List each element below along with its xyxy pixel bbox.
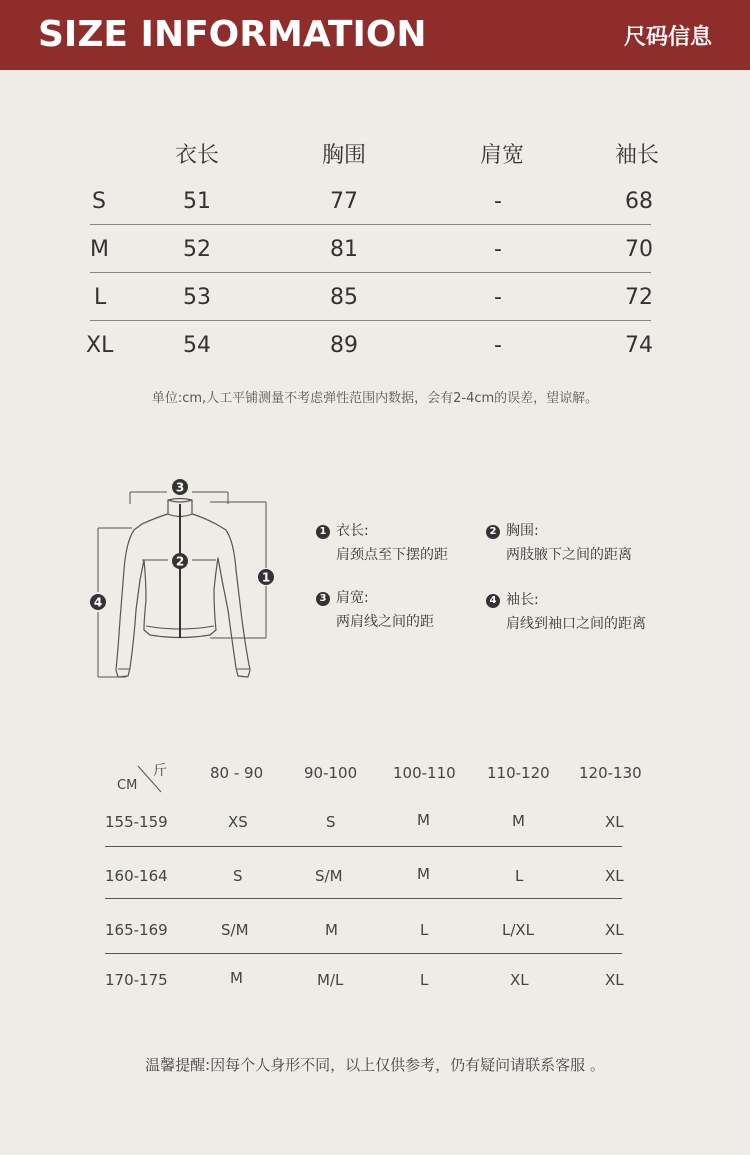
guide-title: 胸围: xyxy=(506,523,539,539)
weight-header: 100-110 xyxy=(393,764,456,782)
size-label: L xyxy=(94,285,107,310)
size-row xyxy=(90,273,651,321)
garment-diagram xyxy=(80,470,300,690)
length-value: 51 xyxy=(183,189,211,214)
fit-size: L xyxy=(420,921,429,939)
fit-size: M xyxy=(512,812,525,830)
weight-header: 120-130 xyxy=(579,764,642,782)
size-row xyxy=(90,177,651,225)
fit-size: M/L xyxy=(317,971,344,989)
guide-desc: 肩线到袖口之间的距离 xyxy=(506,616,646,632)
shoulder-value: - xyxy=(494,189,502,214)
sleeve-value: 70 xyxy=(625,237,653,262)
chest-value: 81 xyxy=(330,237,358,262)
fit-size: M xyxy=(417,811,430,829)
footer-note: 温馨提醒:因每个人身形不同，以上仅供参考，仍有疑问请联系客服 。 xyxy=(145,1056,605,1074)
row-divider xyxy=(105,846,622,847)
length-value: 52 xyxy=(183,237,211,262)
fit-size: L xyxy=(515,867,524,885)
row-divider xyxy=(105,953,622,954)
fit-size: M xyxy=(325,921,338,939)
svg-text:1: 1 xyxy=(261,570,271,585)
svg-text:4: 4 xyxy=(93,595,103,610)
col-header-sleeve: 袖长 xyxy=(615,143,660,168)
svg-text:2: 2 xyxy=(175,554,185,569)
number-2-icon: 2 xyxy=(486,525,500,539)
fit-size: M xyxy=(417,865,430,883)
shoulder-value: - xyxy=(494,237,502,262)
weight-header: 80 - 90 xyxy=(210,764,264,782)
fit-size: XL xyxy=(510,971,529,989)
height-range: 155-159 xyxy=(105,813,168,831)
corner-cm-label: CM xyxy=(117,778,138,793)
guide-item-length xyxy=(316,519,448,567)
sleeve-value: 74 xyxy=(625,333,653,358)
guide-item-chest xyxy=(486,519,632,567)
chest-value: 85 xyxy=(330,285,358,310)
shoulder-value: - xyxy=(494,333,502,358)
size-row xyxy=(90,225,651,273)
fit-size: M xyxy=(230,969,243,987)
number-4-icon: 4 xyxy=(486,594,500,608)
col-header-length: 衣长 xyxy=(175,143,220,168)
fit-size: S xyxy=(326,813,336,831)
fit-size: S/M xyxy=(221,921,249,939)
guide-desc: 两肢腋下之间的距离 xyxy=(506,547,632,563)
fit-size: XS xyxy=(228,813,248,831)
length-value: 53 xyxy=(183,285,211,310)
guide-item-sleeve xyxy=(486,588,646,636)
size-label: XL xyxy=(86,333,114,358)
garment-illustration xyxy=(80,470,300,690)
guide-title: 肩宽: xyxy=(336,590,369,606)
fit-size: L/XL xyxy=(502,921,535,939)
number-1-icon: 1 xyxy=(316,525,330,539)
fit-size: L xyxy=(420,971,429,989)
fit-size: XL xyxy=(605,971,624,989)
col-header-shoulder: 肩宽 xyxy=(480,143,525,168)
row-divider xyxy=(105,898,622,899)
number-3-icon: 3 xyxy=(316,592,330,606)
height-range: 170-175 xyxy=(105,971,168,989)
page-subtitle: 尺码信息 xyxy=(623,25,712,50)
chest-value: 89 xyxy=(330,333,358,358)
guide-desc: 肩颈点至下摆的距 xyxy=(336,547,448,563)
height-range: 160-164 xyxy=(105,867,168,885)
fit-table-corner xyxy=(115,760,165,796)
guide-title: 衣长: xyxy=(336,523,369,539)
shoulder-value: - xyxy=(494,285,502,310)
weight-header: 90-100 xyxy=(304,764,358,782)
fit-size: XL xyxy=(605,813,624,831)
corner-jin-label: 斤 xyxy=(153,763,167,779)
size-label: M xyxy=(90,237,109,262)
guide-item-shoulder xyxy=(316,586,434,634)
fit-size: XL xyxy=(605,921,624,939)
fit-size: S/M xyxy=(315,867,343,885)
sleeve-value: 68 xyxy=(625,189,653,214)
chest-value: 77 xyxy=(330,189,358,214)
fit-size: XL xyxy=(605,867,624,885)
col-header-chest: 胸围 xyxy=(322,143,367,168)
size-row xyxy=(86,321,653,369)
weight-header: 110-120 xyxy=(487,764,550,782)
guide-title: 袖长: xyxy=(506,592,539,608)
length-value: 54 xyxy=(183,333,211,358)
fit-size: S xyxy=(233,867,243,885)
height-range: 165-169 xyxy=(105,921,168,939)
sleeve-value: 72 xyxy=(625,285,653,310)
page-title: SIZE INFORMATION xyxy=(38,14,427,55)
header-banner xyxy=(0,0,750,70)
size-label: S xyxy=(92,189,106,214)
guide-desc: 两肩线之间的距 xyxy=(336,614,434,630)
measurement-note: 单位:cm,人工平铺测量不考虑弹性范围内数据，会有2-4cm的误差，望谅解。 xyxy=(151,391,599,406)
svg-text:3: 3 xyxy=(175,480,185,495)
